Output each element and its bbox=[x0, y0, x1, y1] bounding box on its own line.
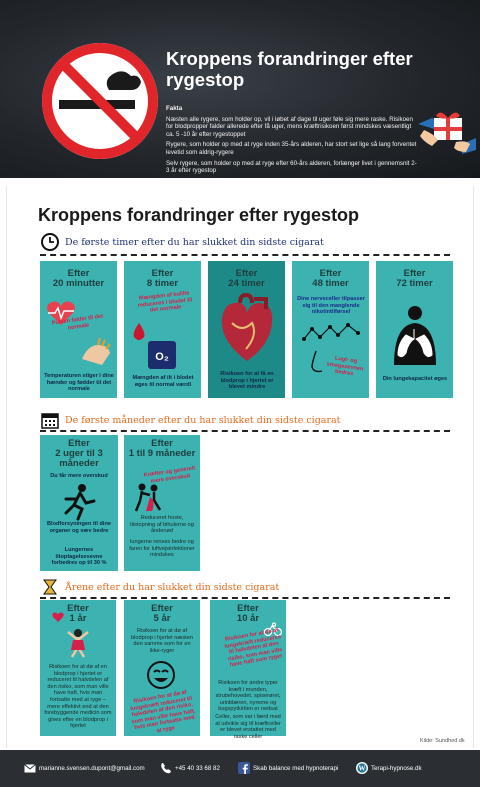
gift-hands-icon bbox=[418, 104, 476, 160]
card-note-1: Risikoen for at dø af en blodprop i hjertet er reduceret til halvdelen af den risiko, som man ville have haft, hvis man fortsatte med at ryge – mere effektivt end at den forebyggende medicin som gives efter en blodprop i hjertet bbox=[44, 664, 112, 730]
hands-icon bbox=[80, 335, 112, 367]
card-after-label: Efter bbox=[68, 438, 90, 449]
card-after-label: Efter bbox=[237, 603, 259, 614]
section-years-label: Årene efter du har slukket din sidste cigarat bbox=[65, 581, 280, 593]
card-1-9-maaneder bbox=[124, 435, 200, 571]
neuron-icon bbox=[302, 321, 360, 345]
clock-icon bbox=[40, 232, 60, 252]
section-hours-heading bbox=[40, 232, 324, 252]
calendar-icon bbox=[40, 410, 60, 430]
card-8-timer bbox=[124, 261, 201, 398]
card-duration: 24 timer bbox=[228, 278, 265, 289]
jumping-woman-icon bbox=[62, 628, 94, 662]
running-man-icon bbox=[62, 483, 98, 521]
no-smoking-icon bbox=[39, 40, 161, 162]
card-duration: 1 til 9 måneder bbox=[128, 448, 196, 459]
hourglass-icon bbox=[40, 579, 60, 595]
svg-text:W: W bbox=[358, 764, 366, 773]
facts-paragraph-1: Næsten alle rygere, som holder op, vil i løbet af dage til uger føle sig mere raske. Risikoen for blodpropper falder allerede efter få uger, mens kræftrisikoen først mindskes væsentligt ca. 5 -10 år efter rygestoppet bbox=[166, 115, 413, 138]
card-note-red: Pulsen falder til det normale bbox=[51, 313, 104, 332]
source-credit: Kilde: Sundhed.dk bbox=[420, 738, 465, 744]
heart-organ-icon bbox=[218, 293, 276, 363]
card-note-red: Risikoen for at dø af lungekræft reduceres til halvdelen af den risiko, som man ville have haft som ryger bbox=[224, 627, 283, 669]
card-72-timer bbox=[376, 261, 453, 398]
card-10-aar bbox=[210, 600, 286, 740]
card-note-red: Lugt- og smagesevnen bedres bbox=[326, 355, 364, 378]
card-after-label: Efter bbox=[151, 603, 173, 614]
card-note-2: Celler, som var i færd med at udvikle sig til kræftceller er blevet erstattet med raske celler bbox=[215, 714, 281, 740]
card-duration: 20 minutter bbox=[52, 278, 105, 289]
card-20-minutter bbox=[40, 261, 117, 398]
lungs-icon bbox=[390, 305, 440, 365]
footer-bar bbox=[0, 750, 480, 787]
section-months-heading bbox=[40, 410, 340, 430]
facebook-icon bbox=[238, 762, 250, 774]
section-hours-rule bbox=[40, 254, 450, 256]
footer-website-text[interactable]: Terapi-hypnose.dk bbox=[371, 764, 422, 772]
small-heart-icon bbox=[52, 612, 64, 622]
header-banner bbox=[0, 0, 480, 178]
facts-block bbox=[166, 105, 418, 178]
card-duration: 1 år bbox=[69, 613, 87, 624]
section-hours-label: De første timer efter du har slukket din sidste cigarat bbox=[65, 236, 324, 248]
card-5-aar bbox=[124, 600, 200, 736]
card-duration: 8 timer bbox=[146, 278, 179, 289]
card-note-red: Mængden af kuliltе reduceres i blodet til det normale bbox=[137, 290, 193, 314]
card-duration: 10 år bbox=[236, 613, 260, 624]
header-title: Kroppens forandringer efter rygestop bbox=[166, 48, 413, 90]
footer-phone-text[interactable]: +45 40 33 68 82 bbox=[175, 764, 220, 772]
card-duration: 72 timer bbox=[396, 278, 433, 289]
card-note: Risikoen for at få en blodprop i hjertet er blevet mindre bbox=[220, 371, 274, 391]
section-months-label: De første måneder efter du har slukket din sidste cigarat bbox=[65, 414, 341, 426]
oxygen-badge-icon bbox=[146, 339, 178, 371]
card-note-blue: Din lungekapacitet øges bbox=[382, 376, 448, 382]
card-after-label: Efter bbox=[403, 268, 426, 279]
card-after-label: Efter bbox=[319, 268, 342, 279]
card-note-2: lungerne renses bedre og faren for luftvejsinfektioner mindskes bbox=[129, 539, 195, 559]
facts-heading: Fakta bbox=[166, 105, 183, 112]
smiley-icon bbox=[146, 660, 176, 690]
card-note-blue: Temperaturen stiger i dine hænder og fødder til det normale bbox=[44, 373, 114, 393]
card-note-red: Kræfter og generelt mere overskud bbox=[143, 465, 196, 485]
card-after-label: Efter bbox=[67, 603, 89, 614]
footer-email[interactable] bbox=[24, 762, 145, 774]
card-note-1: Reduceret hoste, tilstopning af bihulerne og åndenød bbox=[130, 515, 194, 535]
footer-facebook-text[interactable]: Skab balance med hypnoterapi bbox=[253, 764, 339, 772]
footer-email-text[interactable]: marianne.svensen.dupont@gmail.com bbox=[39, 764, 145, 772]
card-duration: 2 uger til 3 måneder bbox=[55, 448, 103, 469]
section-years-rule bbox=[40, 597, 450, 599]
card-1-aar bbox=[40, 600, 116, 736]
card-duration: 48 timer bbox=[312, 278, 349, 289]
mail-icon bbox=[24, 762, 36, 774]
card-note-1: Risikoen for andre typer kræft i munden, strubehovedet, spiserøret, urinblæren, nyrerne og bugspytkirtlen er nedsat bbox=[215, 680, 281, 713]
facts-paragraph-3: Selv rygere, som holder op med at ryge efter 60-års alderen, forlænger livet i gennemsnit 2-3 år efter rygestop bbox=[166, 159, 417, 175]
phone-icon bbox=[160, 762, 172, 774]
section-years-heading bbox=[40, 579, 279, 595]
wordpress-icon bbox=[356, 762, 368, 774]
facts-paragraph-2: Rygere, som holder op med at ryge inden 35-års alderen, har stort set lige så lang forventet levetid som aldrig-rygere bbox=[166, 141, 417, 156]
card-duration: 5 år bbox=[153, 613, 171, 624]
section-months-rule bbox=[40, 430, 450, 432]
card-24-timer bbox=[208, 261, 285, 398]
card-after-label: Efter bbox=[67, 268, 90, 279]
header-divider bbox=[0, 178, 480, 186]
footer-phone[interactable] bbox=[160, 762, 220, 774]
card-note-blue: Mængden af ilt i blodet øges til normal værdi bbox=[132, 375, 194, 388]
card-note-1: Du får mere overskud bbox=[50, 473, 108, 479]
blood-drop-icon bbox=[132, 323, 146, 341]
card-note-3: Lungernes iltoptagelsesevne forbedres op til 30 % bbox=[51, 547, 107, 567]
card-2-uger-3-maaneder bbox=[40, 435, 118, 571]
svg-text:O₂: O₂ bbox=[155, 351, 169, 363]
footer-facebook[interactable] bbox=[238, 762, 338, 774]
card-after-label: Efter bbox=[151, 268, 174, 279]
card-48-timer bbox=[292, 261, 369, 398]
page-title: Kroppens forandringer efter rygestop bbox=[38, 205, 360, 225]
footer-website[interactable] bbox=[356, 762, 422, 774]
card-note-2: Blodforsyningen til dine organer og væv bedre bbox=[46, 521, 112, 534]
dancing-couple-icon bbox=[132, 483, 166, 513]
card-note-red: Risikoen for at dø af lungekræft reduceret til halvdelen af den risiko, som man ville have haft, hvis man fortsatte med at ryge bbox=[129, 689, 196, 735]
card-note-1: Risikoen for at dø af blodprop i hjertet næsten den samme som for en ikke-ryger bbox=[131, 628, 193, 654]
card-note-blue: Dine nerveceller tilpasser sig til den manglende nikotintilførsel bbox=[297, 296, 365, 316]
card-after-label: Efter bbox=[151, 438, 173, 449]
card-after-label: Efter bbox=[235, 268, 258, 279]
